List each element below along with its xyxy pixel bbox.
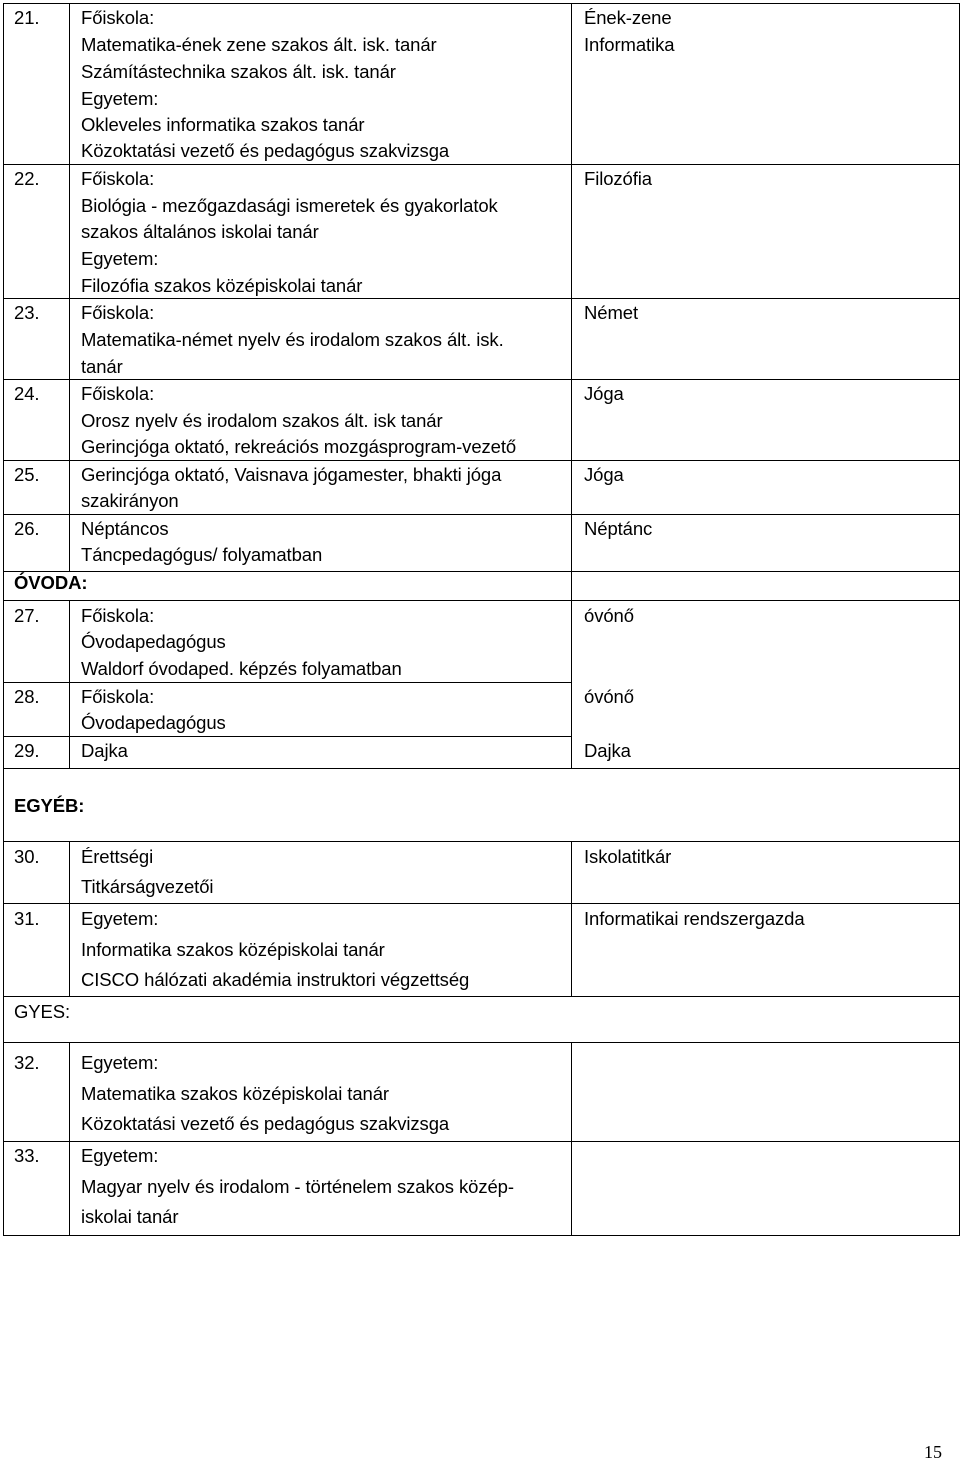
subject-cell: Iskolatitkár	[584, 846, 672, 867]
qualification-line: Főiskola:	[81, 168, 155, 189]
qualification-line: Táncpedagógus/ folyamatban	[81, 544, 323, 565]
section-heading-egyeb: EGYÉB:	[14, 795, 85, 816]
section-heading-gyes: GYES:	[14, 1001, 71, 1022]
row-divider	[3, 996, 960, 997]
row-divider	[3, 1141, 960, 1142]
qualification-line: Óvodapedagógus	[81, 631, 226, 652]
qualification-line: Egyetem:	[81, 248, 159, 269]
qualification-line: iskolai tanár	[81, 1206, 179, 1227]
column-divider-num	[69, 600, 70, 769]
qualification-line: Matematika-ének zene szakos ált. isk. tanár	[81, 34, 437, 55]
entry-number: 22.	[14, 168, 40, 189]
row-divider	[3, 682, 572, 683]
subject-cell: Ének-zene	[584, 7, 672, 28]
qualification-line: szakirányon	[81, 490, 179, 511]
qualification-line: Dajka	[81, 740, 128, 761]
entry-number: 31.	[14, 908, 40, 929]
qualification-line: Főiskola:	[81, 302, 155, 323]
qualification-line: Matematika-német nyelv és irodalom szakos ált. isk.	[81, 329, 504, 350]
qualification-line: Okleveles informatika szakos tanár	[81, 114, 365, 135]
column-divider-num	[69, 841, 70, 996]
column-divider-subject	[571, 841, 572, 996]
qualification-line: Gerincjóga oktató, rekreációs mozgásprogram-vezető	[81, 436, 517, 457]
row-divider	[3, 298, 960, 299]
qualification-line: Néptáncos	[81, 518, 169, 539]
qualification-line: Informatika szakos középiskolai tanár	[81, 939, 385, 960]
qualification-line: Egyetem:	[81, 908, 159, 929]
subject-cell: Német	[584, 302, 638, 323]
row-divider	[3, 903, 960, 904]
column-divider-subject	[571, 3, 572, 769]
subject-cell: óvónő	[584, 686, 634, 707]
qualification-line: Filozófia szakos középiskolai tanár	[81, 275, 363, 296]
subject-cell: Informatikai rendszergazda	[584, 908, 805, 929]
column-divider-num	[69, 1042, 70, 1236]
qualification-line: Waldorf óvodaped. képzés folyamatban	[81, 658, 402, 679]
qualification-line: Óvodapedagógus	[81, 712, 226, 733]
qualification-line: szakos általános iskolai tanár	[81, 221, 319, 242]
subject-cell: Informatika	[584, 34, 675, 55]
qualification-line: Érettségi	[81, 846, 154, 867]
table-border-top	[3, 3, 960, 4]
qualification-line: Főiskola:	[81, 686, 155, 707]
column-divider-num	[69, 3, 70, 572]
subject-cell: Néptánc	[584, 518, 653, 539]
qualification-line: Főiskola:	[81, 383, 155, 404]
table-border-left	[3, 3, 4, 769]
subject-cell: Dajka	[584, 740, 631, 761]
row-divider	[3, 841, 960, 842]
row-divider	[3, 164, 960, 165]
entry-number: 21.	[14, 7, 40, 28]
qualification-line: tanár	[81, 356, 123, 377]
entry-number: 23.	[14, 302, 40, 323]
qualification-line: Egyetem:	[81, 88, 159, 109]
row-divider	[3, 514, 960, 515]
entry-number: 24.	[14, 383, 40, 404]
qualification-line: CISCO hálózati akadémia instruktori végzettség	[81, 969, 470, 990]
qualification-line: Egyetem:	[81, 1052, 159, 1073]
table-border-left	[3, 768, 4, 1236]
qualification-line: Gerincjóga oktató, Vaisnava jógamester, bhakti jóga	[81, 464, 502, 485]
qualification-line: Közoktatási vezető és pedagógus szakvizsga	[81, 140, 450, 161]
row-divider	[3, 571, 960, 572]
qualification-line: Magyar nyelv és irodalom - történelem szakos közép-	[81, 1176, 514, 1197]
entry-number: 33.	[14, 1145, 40, 1166]
row-divider	[3, 736, 572, 737]
qualification-line: Orosz nyelv és irodalom szakos ált. isk tanár	[81, 410, 443, 431]
table-border-bottom	[3, 768, 960, 769]
qualification-line: Főiskola:	[81, 605, 155, 626]
qualification-line: Főiskola:	[81, 7, 155, 28]
entry-number: 29.	[14, 740, 40, 761]
subject-cell: óvónő	[584, 605, 634, 626]
qualification-line: Egyetem:	[81, 1145, 159, 1166]
entry-number: 30.	[14, 846, 40, 867]
qualification-line: Matematika szakos középiskolai tanár	[81, 1083, 389, 1104]
column-divider-subject	[571, 1042, 572, 1236]
qualification-line: Számítástechnika szakos ált. isk. tanár	[81, 61, 396, 82]
row-divider	[3, 1042, 960, 1043]
section-heading-ovoda: ÓVODA:	[14, 572, 88, 593]
entry-number: 32.	[14, 1052, 40, 1073]
entry-number: 28.	[14, 686, 40, 707]
entry-number: 26.	[14, 518, 40, 539]
entry-number: 25.	[14, 464, 40, 485]
qualification-line: Közoktatási vezető és pedagógus szakvizsga	[81, 1113, 450, 1134]
row-divider	[3, 379, 960, 380]
subject-cell: Filozófia	[584, 168, 652, 189]
page-number: 15	[924, 1442, 942, 1462]
subject-cell: Jóga	[584, 464, 624, 485]
row-divider	[3, 600, 960, 601]
entry-number: 27.	[14, 605, 40, 626]
table-border-bottom	[3, 1235, 960, 1236]
row-divider	[3, 460, 960, 461]
subject-cell: Jóga	[584, 383, 624, 404]
qualification-line: Biológia - mezőgazdasági ismeretek és gyakorlatok	[81, 195, 498, 216]
qualification-line: Titkárságvezetői	[81, 876, 214, 897]
